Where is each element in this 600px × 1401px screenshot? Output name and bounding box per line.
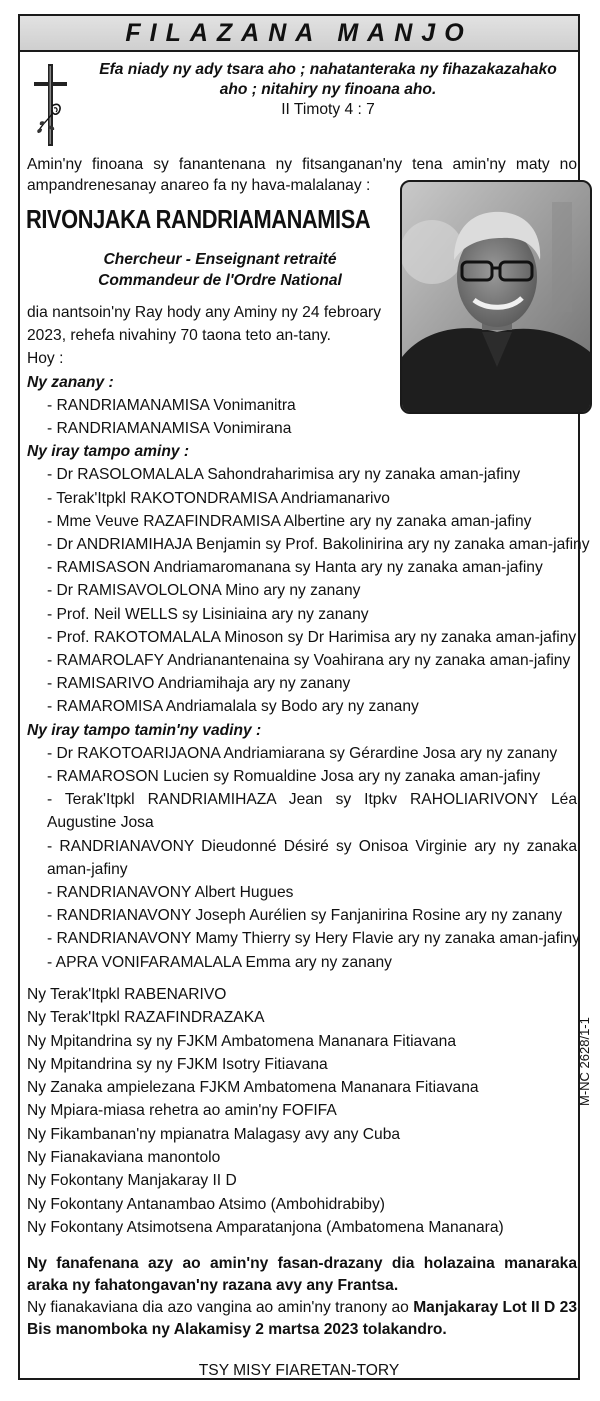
closing-paragraph [27, 1253, 577, 1341]
verse-reference: II Timoty 4 : 7 [281, 101, 375, 118]
list-item: Ny Fikambanan'ny mpianatra Malagasy avy any Cuba [27, 1125, 401, 1143]
list-item: - RAMAROLAFY Andrianantenaina sy Voahirana ary ny zanaka aman-jafiny [47, 652, 571, 670]
list-item: Ny Fokontany Manjakaray II D [27, 1172, 237, 1190]
hoy-label: Hoy : [27, 350, 64, 368]
deceased-titles [60, 249, 380, 291]
banner-title: FILAZANA MANJO [125, 18, 473, 47]
list-item: - RANDRIANAVONY Dieudonné Désiré sy Onisoa Virginie ary ny zanaka aman-jafiny [47, 837, 577, 878]
title-line-2: Commandeur de l'Ordre National [98, 272, 342, 289]
list-item: Ny Mpitandrina sy ny FJKM Ambatomena Mananara Fitiavana [27, 1032, 457, 1050]
intro-paragraph: Amin'ny finoana sy fanantenana ny fitsanganan'ny tena amin'ny maty no ampandrenesanay anareo fa ny hava-malalanay : [27, 156, 577, 194]
list-item: - Dr ANDRIAMIHAJA Benjamin sy Prof. Bakolinirina ary ny zanaka aman-jafiny [47, 536, 590, 554]
list-item: - Terak'Itpkl RANDRIAMIHAZA Jean sy Itpkv RAHOLIARIVONY Léa Augustine Josa [47, 791, 577, 832]
list-item: Ny Mpiara-miasa rehetra ao amin'ny FOFIFA [27, 1102, 337, 1120]
siblings-heading: Ny iray tampo aminy : [27, 443, 190, 461]
list-item: - RANDRIANAVONY Joseph Aurélien sy Fanjanirina Rosine ary ny zanany [47, 907, 563, 925]
verse-line-2: aho ; nitahiry ny finoana aho. [219, 81, 437, 98]
passing-text: dia nantsoin'ny Ray hody any Aminy ny 24 febroary 2023, rehefa nivahiny 70 taona teto an-tany. [27, 304, 382, 345]
list-item: - Terak'Itpkl RAKOTONDRAMISA Andriamanarivo [47, 489, 390, 507]
list-item: - Dr RASOLOMALALA Sahondraharimisa ary ny zanaka aman-jafiny [47, 466, 521, 484]
list-item: Ny Zanaka ampielezana FJKM Ambatomena Mananara Fitiavana [27, 1079, 479, 1097]
signoff: TSY MISY FIARETAN-TORY [198, 1362, 400, 1379]
list-item: - RANDRIAMANAMISA Vonimirana [47, 420, 292, 438]
bible-verse [80, 60, 576, 120]
inlaws-heading: Ny iray tampo tamin'ny vadiny : [27, 721, 262, 739]
list-item: - RAMISARIVO Andriamihaja ary ny zanany [47, 675, 351, 693]
list-item: Ny Terak'Itpkl RABENARIVO [27, 986, 227, 1003]
list-item: Ny Terak'Itpkl RAZAFINDRAZAKA [27, 1009, 265, 1027]
list-item: - Mme Veuve RAZAFINDRAMISA Albertine ary ny zanaka aman-jafiny [47, 512, 532, 530]
cross-with-rose-icon [28, 62, 74, 148]
notice-frame [18, 14, 592, 1380]
visit-address: Manjakaray Lot II D 23 Bis manomboka ny Alakamisy 2 martsa 2023 tolakandro. [27, 1299, 578, 1338]
list-item: - RANDRIAMANAMISA Vonimanitra [47, 396, 296, 414]
list-item: - RAMAROMISA Andriamalala sy Bodo ary ny zanany [47, 698, 419, 716]
list-item: - APRA VONIFARAMALALA Emma ary ny zanany [47, 953, 392, 971]
list-item: - Dr RAMISAVOLOLONA Mino ary ny zanany [47, 582, 361, 600]
visit-notice: Ny fianakaviana dia azo vangina ao amin'ny tranony ao [27, 1299, 414, 1316]
burial-notice: Ny fanafenana azy ao amin'ny fasan-drazany dia holazaina manaraka araka ny fahatongavan'ny razana avy any Frantsa. [27, 1255, 577, 1294]
verse-line-1: Efa niady ny ady tsara aho ; nahatanteraka ny fihazakazahako [99, 61, 557, 78]
list-item: - RANDRIANAVONY Mamy Thierry sy Hery Flavie ary ny zanaka aman-jafiny [47, 930, 580, 948]
list-item: Ny Mpitandrina sy ny FJKM Isotry Fitiavana [27, 1055, 328, 1073]
notice-banner [20, 16, 578, 52]
list-item: Ny Fokontany Antanambao Atsimo (Ambohidrabiby) [27, 1195, 385, 1213]
list-item: Ny Fokontany Atsimotsena Amparatanjona (Ambatomena Mananara) [27, 1218, 504, 1236]
reference-code: M-NC 2628/1-1 [577, 1017, 592, 1106]
organizations-list [27, 983, 567, 1239]
list-item: - RANDRIANAVONY Albert Hugues [47, 884, 294, 902]
title-line-1: Chercheur - Enseignant retraité [103, 251, 337, 268]
list-item: - Prof. RAKOTOMALALA Minoson sy Dr Harimisa ary ny zanaka aman-jafiny [47, 628, 577, 646]
list-item: - Prof. Neil WELLS sy Lisiniaina ary ny zanany [47, 605, 369, 623]
children-heading: Ny zanany : [27, 373, 114, 391]
deceased-name: RIVONJAKA RANDRIAMANAMISA [26, 204, 371, 234]
list-item: - Dr RAKOTOARIJAONA Andriamiarana sy Gérardine Josa ary ny zanany [47, 744, 558, 762]
family-list [27, 301, 590, 974]
list-item: - RAMAROSON Lucien sy Romualdine Josa ary ny zanaka aman-jafiny [47, 768, 541, 786]
list-item: Ny Fianakaviana manontolo [27, 1149, 221, 1167]
list-item: - RAMISASON Andriamaromanana sy Hanta ary ny zanaka aman-jafiny [47, 559, 543, 577]
